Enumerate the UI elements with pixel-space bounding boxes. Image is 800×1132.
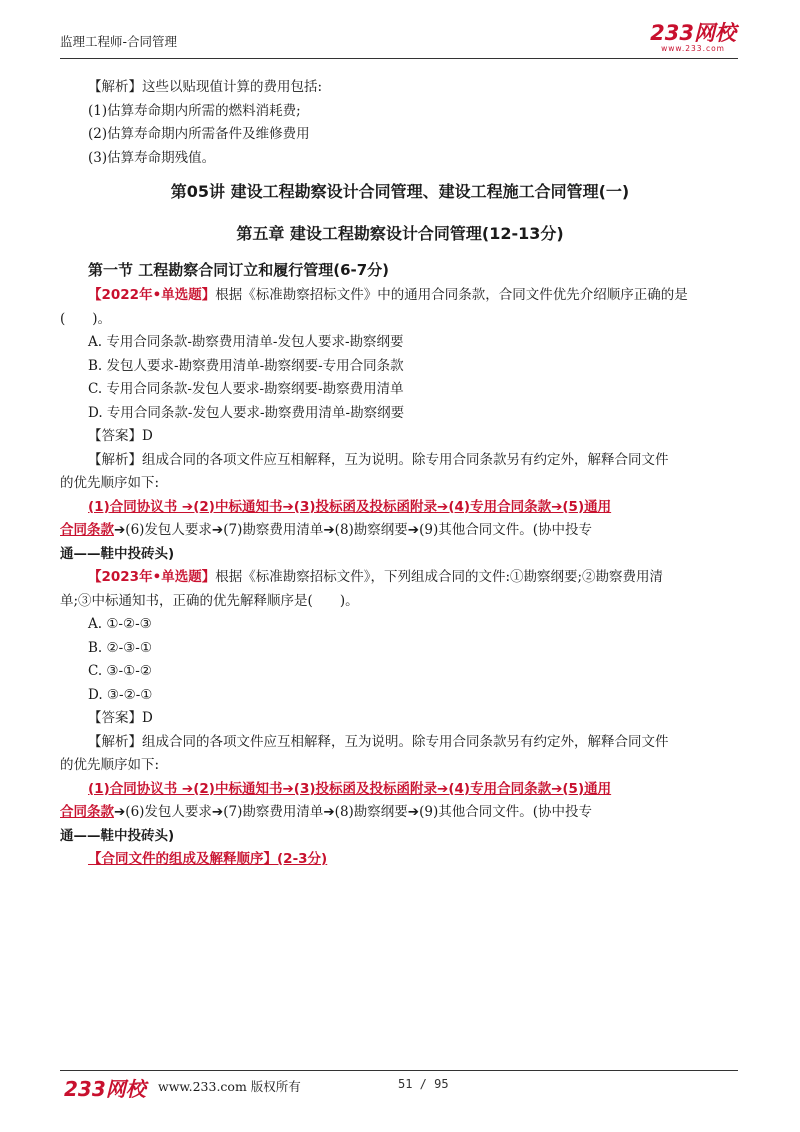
page-number: 51 / 95: [398, 1077, 449, 1091]
footer-logo: 233网校: [64, 1077, 146, 1101]
brand-logo: [650, 22, 736, 53]
analysis: 【解析】组成合同的各项文件应互相解释，互为说明。除专用合同条款另有约定外，解释合同文件: [88, 733, 669, 750]
analysis-cont: 的优先顺序如下:: [60, 475, 160, 491]
analysis-item: (1)估算寿命期内所需的燃料消耗费;: [88, 102, 301, 119]
copyright-text: www.233.com 版权所有: [158, 1079, 301, 1094]
option-c: C. ③-①-②: [88, 663, 152, 679]
mnemonic: 通——鞋中投砖头): [60, 827, 175, 844]
lecture-title: 第05讲 建设工程勘察设计合同管理、建设工程施工合同管理(一): [170, 182, 630, 201]
question-tag: 【2022年•单选题】: [88, 287, 216, 303]
option-d: D. ③-②-①: [88, 686, 153, 703]
section-title: 第一节 工程勘察合同订立和履行管理(6-7分): [88, 261, 390, 279]
analysis-item: (2)估算寿命期内所需备件及维修费用: [88, 126, 310, 142]
analysis: 【解析】组成合同的各项文件应互相解释，互为说明。除专用合同条款另有约定外，解释合同文件: [88, 451, 669, 468]
question-stem: 【2022年•单选题】根据《标准勘察招标文件》中的通用合同条款，合同文件优先介绍顺序正确的是: [88, 287, 688, 303]
answer: 【答案】D: [88, 428, 153, 444]
question-stem-cont: 单;③中标通知书，正确的优先解释顺序是( )。: [60, 592, 359, 609]
option-a: A. ①-②-③: [88, 616, 152, 632]
option-a: A. 专用合同条款-勘察费用清单-发包人要求-勘察纲要: [88, 334, 404, 350]
option-d: D. 专用合同条款-发包人要求-勘察费用清单-勘察纲要: [88, 404, 405, 421]
page-content: [60, 76, 740, 872]
priority-order-cont: 合同条款➔(6)发包人要求➔(7)勘察费用清单➔(8)勘察纲要➔(9)其他合同文件。(协中投专: [60, 522, 593, 538]
priority-order-cont: 合同条款➔(6)发包人要求➔(7)勘察费用清单➔(8)勘察纲要➔(9)其他合同文件。(协中投专: [60, 804, 593, 820]
analysis-intro: 【解析】这些以贴现值计算的费用包括:: [88, 79, 323, 95]
mnemonic: 通——鞋中投砖头): [60, 545, 175, 562]
priority-order: (1)合同协议书 ➔(2)中标通知书➔(3)投标函及投标函附录➔(4)专用合同条款➔(5)通用: [88, 780, 612, 797]
analysis-item: (3)估算寿命期残值。: [88, 149, 216, 166]
priority-order: (1)合同协议书 ➔(2)中标通知书➔(3)投标函及投标函附录➔(4)专用合同条款➔(5)通用: [88, 498, 612, 515]
option-c: C. 专用合同条款-发包人要求-勘察纲要-勘察费用清单: [88, 381, 404, 397]
brand-logo-url: www.233.com: [661, 44, 725, 53]
analysis-cont: 的优先顺序如下:: [60, 757, 160, 773]
question-stem: 【2023年•单选题】根据《标准勘察招标文件》，下列组成合同的文件:①勘察纲要;②勘察费用清: [88, 569, 664, 585]
chapter-title: 第五章 建设工程勘察设计合同管理(12-13分): [236, 224, 564, 243]
topic-tag: 【合同文件的组成及解释顺序】(2-3分): [88, 851, 328, 867]
option-b: B. ②-③-①: [88, 639, 152, 656]
option-b: B. 发包人要求-勘察费用清单-勘察纲要-专用合同条款: [88, 357, 404, 374]
page-footer: [60, 1070, 738, 1099]
page-header: [60, 22, 738, 59]
question-stem-cont: ( )。: [60, 310, 112, 327]
header-title: 监理工程师-合同管理: [60, 34, 178, 49]
answer: 【答案】D: [88, 710, 153, 726]
question-tag: 【2023年•单选题】: [88, 569, 216, 585]
brand-logo-text: 233网校: [650, 21, 736, 45]
